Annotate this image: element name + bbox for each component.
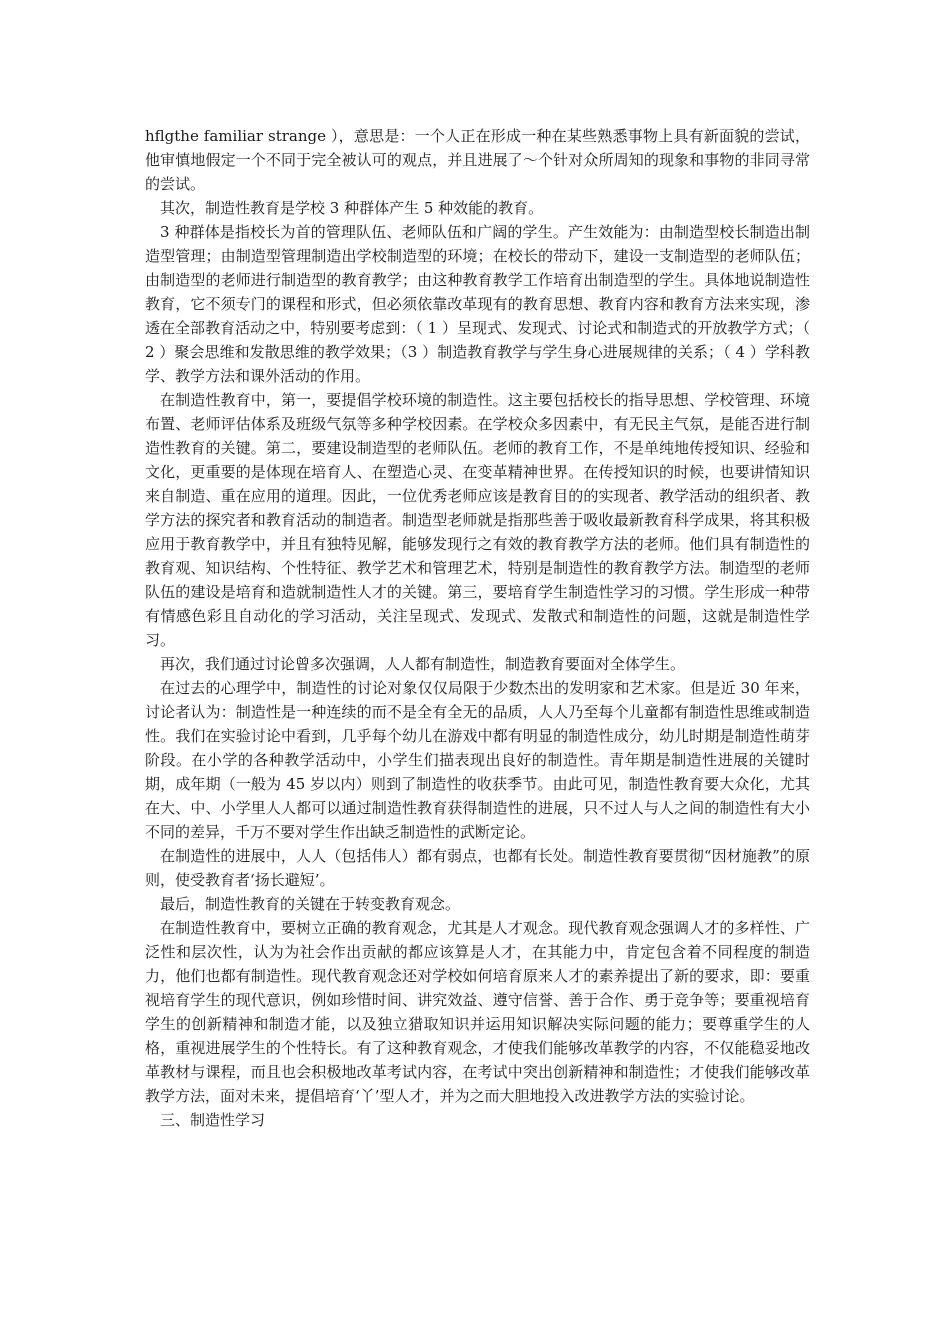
paragraph-6: 在过去的心理学中，制造性的讨论对象仅仅局限于少数杰出的发明家和艺术家。但是近 30 年来，讨论者认为：制造性是一种连续的而不是全有全无的品质，人人乃至每个儿童都有制造性思维或制造性。我们在实验讨论中看到，几乎每个幼儿在游戏中都有明显的制造性成分，幼儿时期是制造性萌芽阶段。在小学的各种教学活动中，小学生们描表现出良好的制造性。青年期是制造性进展的关键时期，成年期（一般为 45 岁以内）则到了制造性的收获季节。由此可见，制造性教育要大众化，尤其在大、中、小学里人人都可以通过制造性教育获得制造性的进展，只不过人与人之间的制造性有大小不同的差异，千万不要对学生作出缺乏制造性的武断定论。 — [145, 679, 810, 841]
paragraph-7: 在制造性的进展中，人人（包括伟人）都有弱点，也都有长处。制造性教育要贯彻“因材施教”的原则，使受教育者‘扬长避短’。 — [145, 847, 810, 889]
paragraph-8: 最后，制造性教育的关键在于转变教育观念。 — [160, 895, 461, 913]
paragraph-3: 3 种群体是指校长为首的管理队伍、老师队伍和广阔的学生。产生效能为：由制造型校长制造出制造型管理；由制造型管理制造出学校制造型的环境；在校长的带动下，建设一支制造型的老师队伍；由制造型的老师进行制造型的教育教学；由这种教育教学工作培育出制造型的学生。具体地说制造性教育，它不须专门的课程和形式，但必须依靠改革现有的教育思想、教育内容和教育方法来实现，渗透在全部教育活动之中，特别要考虑到：（ 1 ）呈现式、发现式、讨论式和制造式的开放教学方式；（ 2 ）聚会思维和发散思维的教学效果；（3 ）制造教育教学与学生身心进展规律的关系；（ 4 ）学科教学、教学方法和课外活动的作用。 — [145, 223, 810, 385]
paragraph-4: 在制造性教育中，第一，要提倡学校环境的制造性。这主要包括校长的指导思想、学校管理、环境布置、老师评估体系及班级气氛等多种学校因素。在学校众多因素中，有无民主气氛，是能否进行制造性教育的关键。第二，要建设制造型的老师队伍。老师的教育工作，不是单纯地传授知识、经验和文化，更重要的是体现在培育人、在塑造心灵、在变革精神世界。在传授知识的时候，也要讲情知识来自制造、重在应用的道理。因此，一位优秀老师应该是教育目的的实现者、教学活动的组织者、教学方法的探究者和教育活动的制造者。制造型老师就是指那些善于吸收最新教育科学成果，将其积极应用于教育教学中，并且有独特见解，能够发现行之有效的教育教学方法的老师。他们具有制造性的教育观、知识结构、个性特征、教学艺术和管理艺术，特别是制造性的教育教学方法。制造型的老师队伍的建设是培育和造就制造性人才的关键。第三，要培育学生制造性学习的习惯。学生形成一种带有情感色彩且自动化的学习活动，关注呈现式、发现式、发散式和制造性的问题，这就是制造性学习。 — [145, 391, 810, 649]
section-heading: 三、制造性学习 — [160, 1111, 266, 1129]
document-page — [145, 124, 810, 1132]
paragraph-9: 在制造性教育中，要树立正确的教育观念，尤其是人才观念。现代教育观念强调人才的多样性、广泛性和层次性，认为为社会作出贡献的都应该算是人才，在其能力中，肯定包含着不同程度的制造力，他们也都有制造性。现代教育观念还对学校如何培育原来人才的素养提出了新的要求，即：要重视培育学生的现代意识，例如珍惜时间、讲究效益、遵守信誉、善于合作、勇于竞争等；要重视培育学生的创新精神和制造才能，以及独立猎取知识并运用知识解决实际问题的能力；要尊重学生的人格，重视进展学生的个性特长。有了这种教育观念，才使我们能够改革教学的内容，不仅能稳妥地改革教材与课程，而且也会积极地改革考试内容，在考试中突出创新精神和制造性；才使我们能够改革教学方法，面对未来，提倡培育‘丫’型人才，并为之而大胆地投入改进教学方法的实验讨论。 — [145, 919, 810, 1105]
paragraph-2: 其次，制造性教育是学校 3 种群体产生 5 种效能的教育。 — [160, 199, 544, 217]
paragraph-1: hflgthe familiar strange ），意思是：一个人正在形成一种在某些熟悉事物上具有新面貌的尝试，他审慎地假定一个不同于完全被认可的观点，并且进展了～个针对众所周知的现象和事物的非同寻常的尝试。 — [145, 127, 810, 193]
paragraph-5: 再次，我们通过讨论曾多次强调，人人都有制造性，制造教育要面对全体学生。 — [160, 655, 686, 673]
